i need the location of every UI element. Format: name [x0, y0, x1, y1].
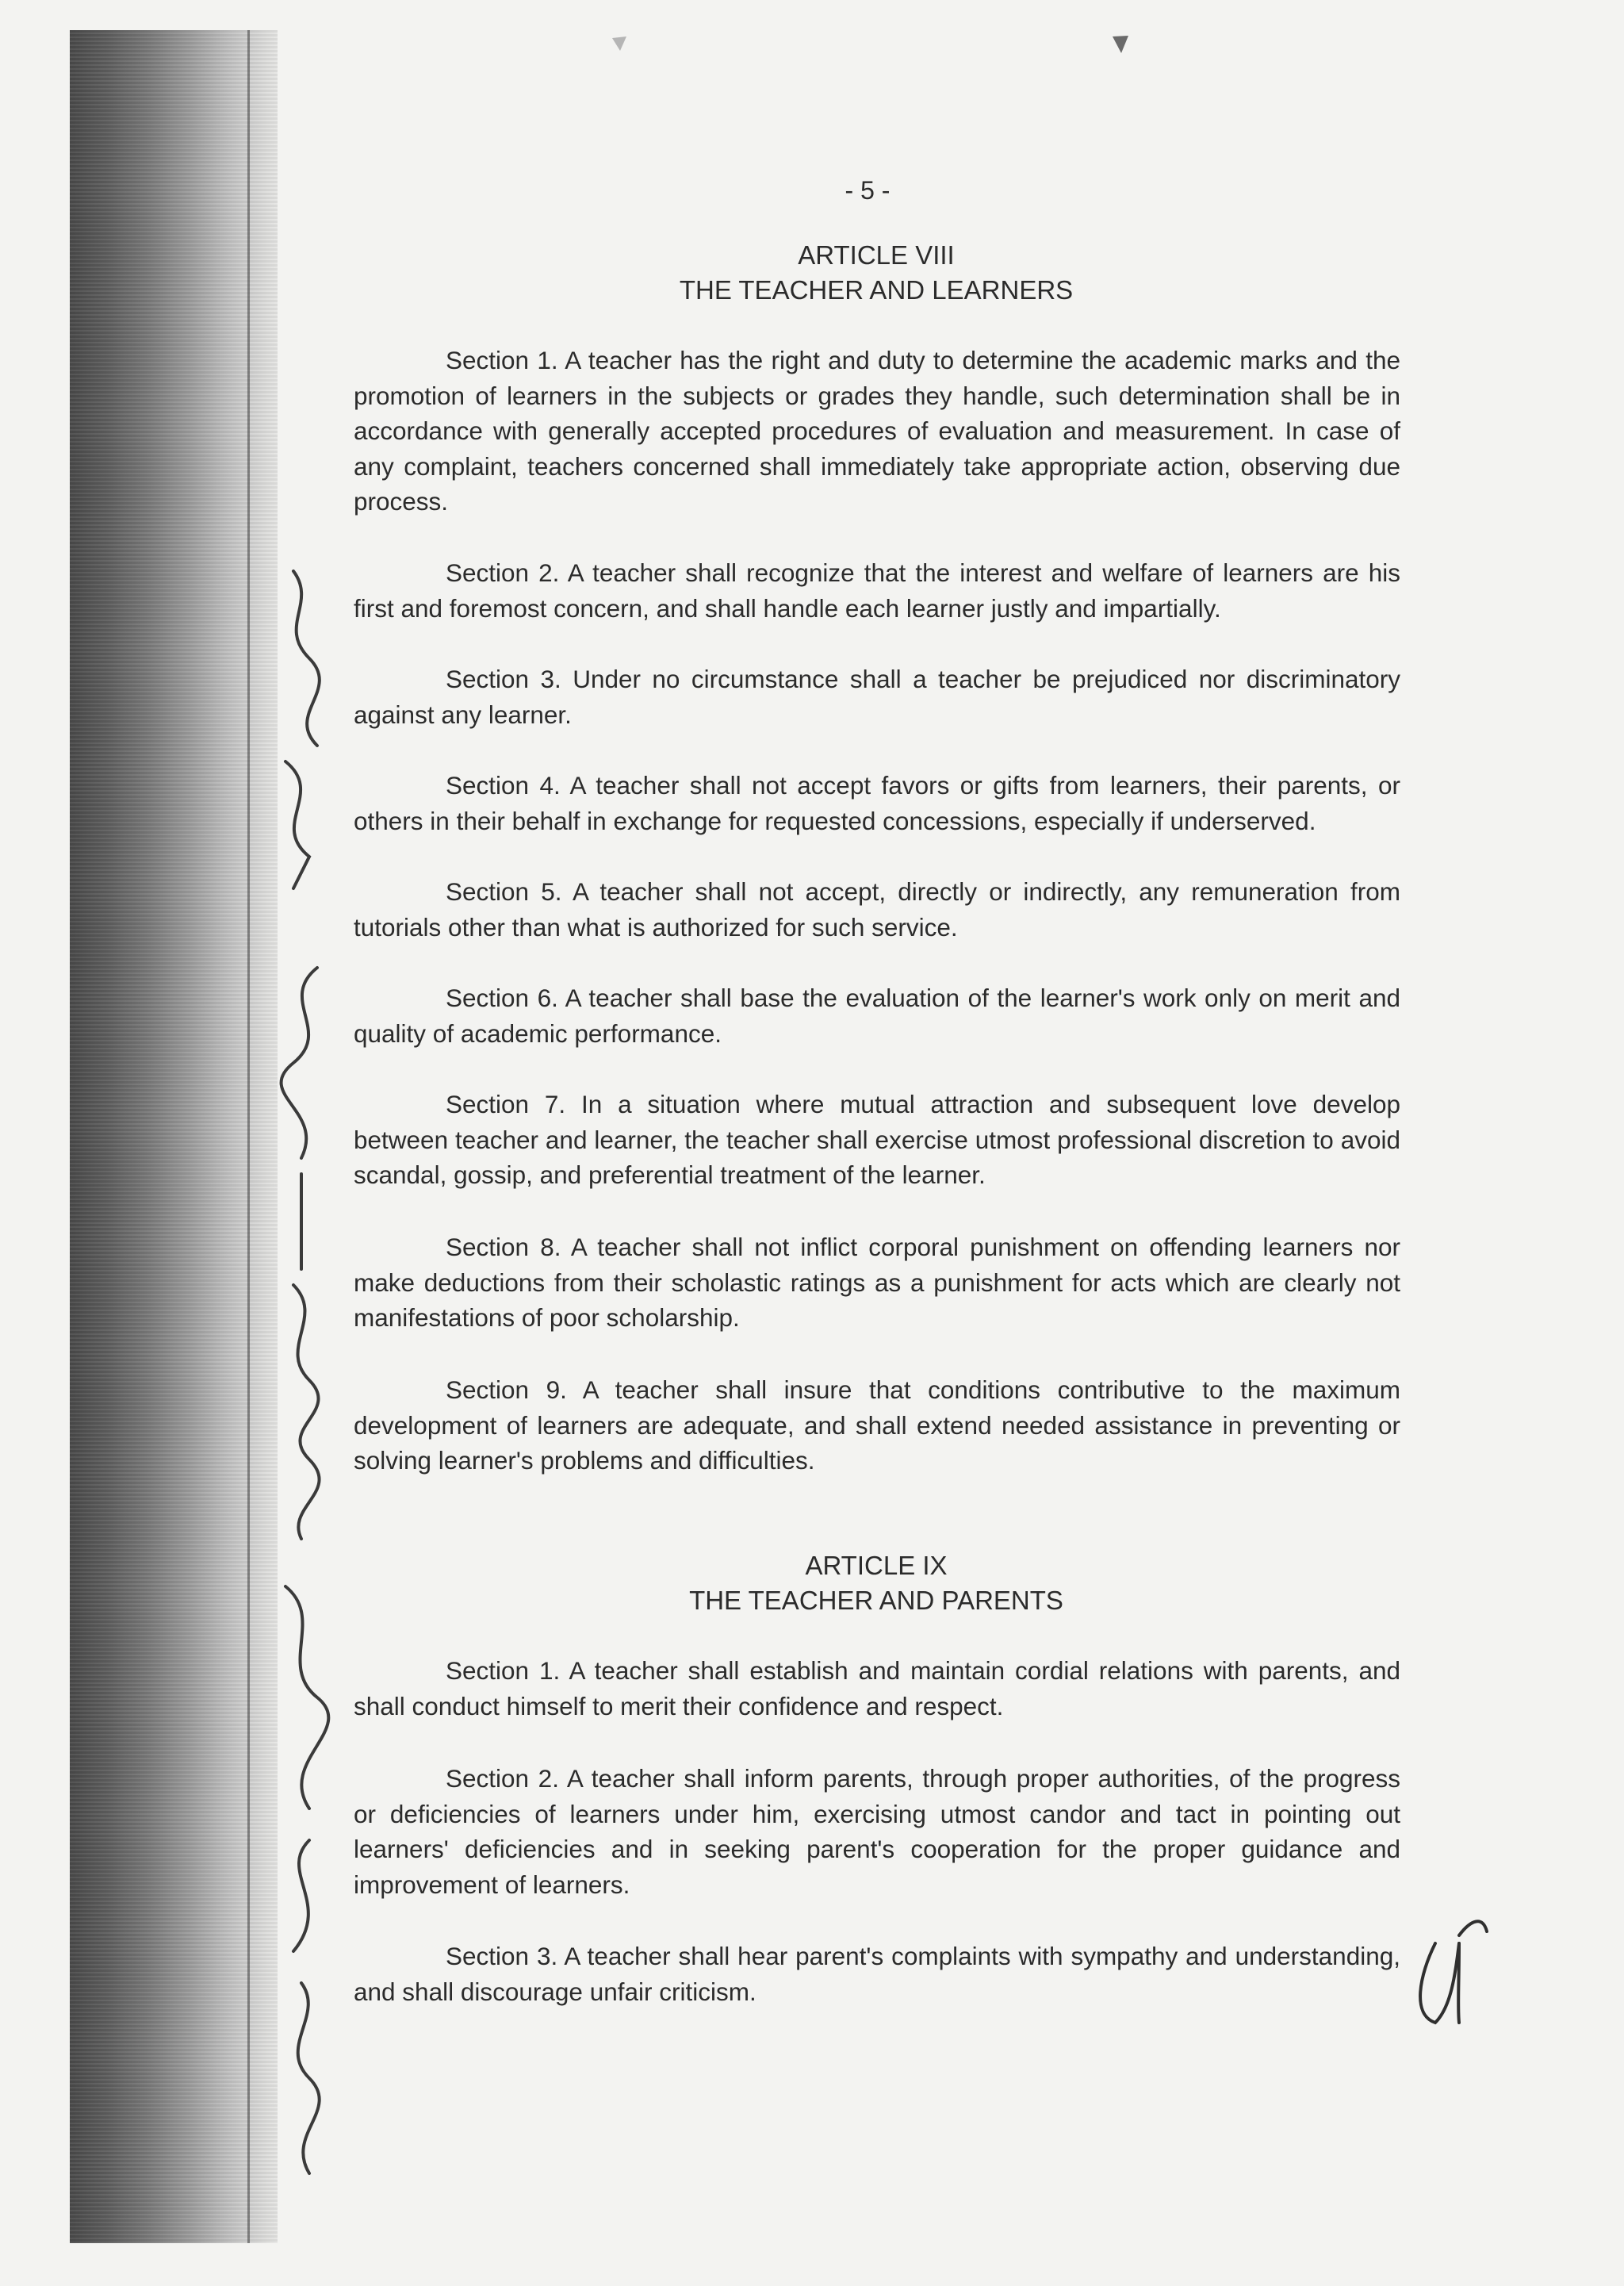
article-section: Section 9. A teacher shall insure that conditions contributive to the maximum development of learners are adequate, and shall extend needed assistance in preventing or solving learner's problems and difficulties. [354, 1375, 1400, 1475]
article-section: Section 2. A teacher shall recognize that the interest and welfare of learners are his first and foremost concern, and shall handle each learner justly and impartially. [354, 558, 1400, 623]
scanned-binding-edge [70, 30, 278, 2243]
article-section: Section 2. A teacher shall inform parents, through proper authorities, of the progress or deficiencies of learners under him, exercising utmost candor and tact in pointing out learners' deficiencies and in seeking parent's cooperation for the proper guidance and improvement of learners. [354, 1764, 1400, 1899]
handwritten-initials-icon [1411, 1912, 1499, 2031]
scan-speck-icon [1110, 32, 1131, 56]
article-section: Section 8. A teacher shall not inflict corporal punishment on offending learners nor make deductions from their scholastic ratings as a punishment for acts which are clearly not manifestations of poor scholarship. [354, 1233, 1400, 1332]
article-section: Section 5. A teacher shall not accept, directly or indirectly, any remuneration from tutorials other than what is authorized for such service. [354, 877, 1400, 942]
article-number: ARTICLE VIII [798, 240, 955, 270]
article-section: Section 3. Under no circumstance shall a teacher be prejudiced nor discriminatory against any learner. [354, 665, 1400, 729]
article-section: Section 4. A teacher shall not accept favors or gifts from learners, their parents, or others in their behalf in exchange for requested concessions, especially if underserved. [354, 771, 1400, 835]
article-number: ARTICLE IX [805, 1551, 948, 1580]
page-number: - 5 - [845, 176, 891, 205]
handwritten-signatures-icon [262, 555, 365, 2205]
article-heading [349, 1548, 1404, 1618]
scan-crease-line [247, 30, 250, 2243]
article-section: Section 6. A teacher shall base the evaluation of the learner's work only on merit and quality of academic performance. [354, 984, 1400, 1048]
article-section: Section 7. In a situation where mutual attraction and subsequent love develop between teacher and learner, the teacher shall exercise utmost professional discretion to avoid scandal, gossip, and preferential treatment of the learner. [354, 1090, 1400, 1189]
article-section: Section 1. A teacher has the right and duty to determine the academic marks and the promotion of learners in the subjects or grades they handle, such determination shall be in accordance with generally accepted procedures of evaluation and measurement. In case of any complaint, teachers concerned shall immediately take appropriate action, observing due process. [354, 346, 1400, 516]
article-title: THE TEACHER AND LEARNERS [679, 275, 1074, 305]
article-section: Section 3. A teacher shall hear parent's complaints with sympathy and understanding, and shall discourage unfair criticism. [354, 1942, 1400, 2006]
article-heading [349, 238, 1404, 308]
scan-speck-icon [609, 32, 630, 56]
article-section: Section 1. A teacher shall establish and maintain cordial relations with parents, and shall conduct himself to merit their confidence and respect. [354, 1656, 1400, 1720]
article-title: THE TEACHER AND PARENTS [689, 1586, 1063, 1615]
